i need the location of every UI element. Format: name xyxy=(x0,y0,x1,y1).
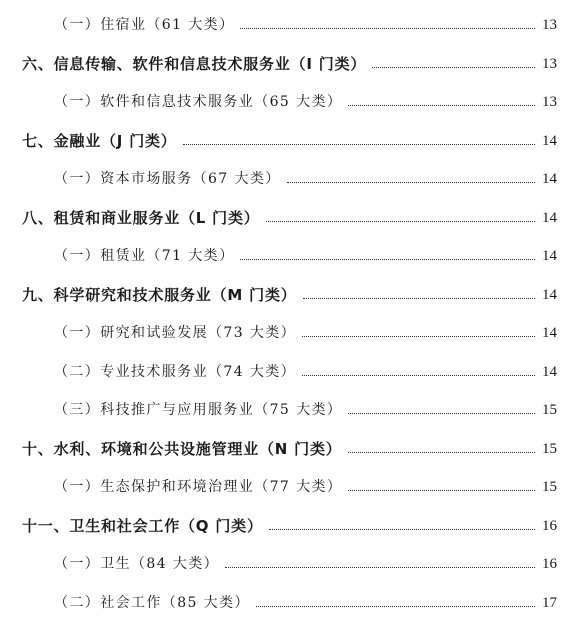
toc-subsection-entry[interactable] xyxy=(0,13,575,37)
toc-page-number: 16 xyxy=(542,556,557,572)
toc-dot-leader xyxy=(183,144,535,145)
toc-section-title: 十、水利、环境和公共设施管理业（N 门类） xyxy=(22,440,342,458)
toc-subsection-title: （一）资本市场服务（67 大类） xyxy=(54,171,281,187)
toc-subsection-entry[interactable] xyxy=(0,321,575,345)
toc-dot-leader xyxy=(225,567,535,568)
toc-subsection-title: （一）卫生（84 大类） xyxy=(54,556,220,572)
toc-section-title: 八、租赁和商业服务业（L 门类） xyxy=(22,209,260,227)
toc-page-number: 17 xyxy=(542,595,557,611)
toc-dot-leader xyxy=(266,221,535,222)
toc-subsection-entry[interactable] xyxy=(0,360,575,384)
toc-subsection-entry[interactable] xyxy=(0,552,575,576)
toc-subsection-entry[interactable] xyxy=(0,475,575,499)
toc-page-number: 14 xyxy=(542,171,557,187)
toc-page-number: 14 xyxy=(542,364,557,380)
toc-section-entry[interactable] xyxy=(0,514,575,538)
toc-subsection-title: （一）软件和信息技术服务业（65 大类） xyxy=(54,94,343,110)
toc-section-title: 七、金融业（J 门类） xyxy=(22,132,177,150)
toc-section-entry[interactable] xyxy=(0,206,575,230)
toc-subsection-entry[interactable] xyxy=(0,398,575,422)
toc-subsection-title: （三）科技推广与应用服务业（75 大类） xyxy=(54,402,343,418)
toc-page-number: 14 xyxy=(542,325,557,341)
toc-dot-leader xyxy=(348,452,535,453)
toc-page-number: 13 xyxy=(542,94,557,110)
toc-page-number: 14 xyxy=(542,287,557,303)
toc-dot-leader xyxy=(240,28,535,29)
toc-subsection-title: （一）研究和试验发展（73 大类） xyxy=(54,325,297,341)
toc-page-number: 13 xyxy=(542,17,557,33)
toc-dot-leader xyxy=(372,67,535,68)
toc-dot-leader xyxy=(287,182,535,183)
toc-section-entry[interactable] xyxy=(0,437,575,461)
toc-section-entry[interactable] xyxy=(0,283,575,307)
toc-page-number: 14 xyxy=(542,248,557,264)
toc-page-number: 13 xyxy=(542,56,557,72)
toc-subsection-entry[interactable] xyxy=(0,591,575,615)
toc-subsection-title: （二）社会工作（85 大类） xyxy=(54,595,250,611)
toc-page-number: 15 xyxy=(542,402,557,418)
toc-subsection-entry[interactable] xyxy=(0,167,575,191)
toc-subsection-title: （一）住宿业（61 大类） xyxy=(54,17,235,33)
toc-dot-leader xyxy=(303,298,535,299)
toc-subsection-entry[interactable] xyxy=(0,244,575,268)
toc-section-title: 十一、卫生和社会工作（Q 门类） xyxy=(22,517,263,535)
toc-dot-leader xyxy=(256,606,535,607)
toc-dot-leader xyxy=(348,413,535,414)
toc-page-number: 15 xyxy=(542,441,557,457)
toc-page-number: 16 xyxy=(542,518,557,534)
toc-subsection-title: （一）生态保护和环境治理业（77 大类） xyxy=(54,479,343,495)
toc-section-title: 六、信息传输、软件和信息技术服务业（I 门类） xyxy=(22,55,367,73)
toc-page-number: 14 xyxy=(542,133,557,149)
toc-dot-leader xyxy=(302,336,535,337)
toc-subsection-title: （一）租赁业（71 大类） xyxy=(54,248,235,264)
toc-section-title: 九、科学研究和技术服务业（M 门类） xyxy=(22,286,297,304)
toc-section-entry[interactable] xyxy=(0,52,575,76)
toc-dot-leader xyxy=(269,529,535,530)
toc-dot-leader xyxy=(240,259,535,260)
toc-dot-leader xyxy=(348,105,535,106)
toc-dot-leader xyxy=(348,490,535,491)
toc-section-entry[interactable] xyxy=(0,129,575,153)
toc-subsection-title: （二）专业技术服务业（74 大类） xyxy=(54,364,297,380)
toc-page-number: 14 xyxy=(542,210,557,226)
toc-page-number: 15 xyxy=(542,479,557,495)
toc-dot-leader xyxy=(302,375,535,376)
toc-subsection-entry[interactable] xyxy=(0,90,575,114)
